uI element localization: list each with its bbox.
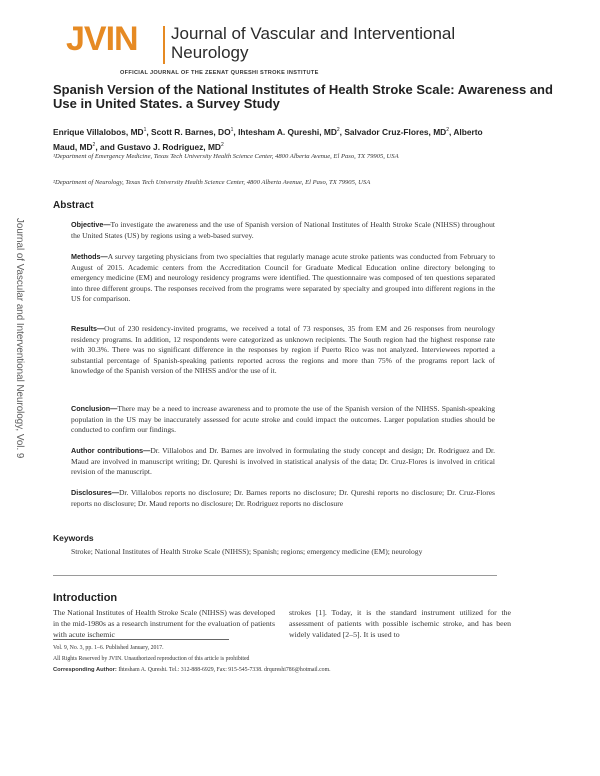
keywords-heading: Keywords bbox=[53, 533, 94, 543]
author-name: Scott R. Barnes, DO bbox=[151, 126, 231, 137]
author-list: Enrique Villalobos, $MD^1$, Scott R. Barnes, $DO^1$, Ihtesham A. Qureshi, $MD^2$, Salvador Cruz-Flores, $MD^2$, Alberto Maud, $MD^2$, and Gustavo J. Rodriguez, $MD^2$ bbox=[53, 126, 483, 152]
abstract-disclosures: Disclosures—Dr. Villalobos reports no disclosure; Dr. Barnes reports no disclosure; Dr. Qureshi reports no disclosure; Dr. Cruz-Flores reports no disclosure; Dr. Maud reports no disclosure; Dr. Rodriguez reports no disclosure bbox=[71, 488, 495, 508]
abstract-conclusion: Conclusion—There may be a need to increase awareness and to promote the use of the Spanish version of the NIHSS. Spanish-speaking population in the US may be inaccurately assessed for acute stroke and could impact the outcomes. Larger population studies should be conducted to confirm our findings. bbox=[71, 404, 495, 434]
jvin-logo-mark: JVIN bbox=[66, 20, 138, 58]
author-name: Gustavo J. Rodriguez, MD bbox=[117, 141, 221, 152]
citation-line: Vol. 9, No. 3, pp. 1–6. Published January, 2017. bbox=[53, 645, 164, 651]
introduction-heading: Introduction bbox=[53, 592, 118, 604]
author-name: Alberto Maud, MD bbox=[53, 126, 483, 152]
abstract-methods: Methods—A survey targeting physicians from two specialties that regularly manage acute stroke patients was conducted from February to August of 2015. Academic centers from the Accreditation Council for Graduate Medical Education online directory belonging to emergency medicine (EM) and neurology residency programs were identified. The questionnaire was composed of ten questions separated into three different groups. The responses received from the programs were separated by specialty and grouped into different regions in the US for comparison. bbox=[71, 252, 495, 303]
logo-divider bbox=[163, 26, 165, 64]
rights-line: All Rights Reserved by JVIN. Unauthorized reproduction of this article is prohibited bbox=[53, 656, 250, 662]
intro-column-right: strokes [1]. Today, it is the standard instrument utilized for the assessment of patients with possible ischemic stroke, and has been widely validated [2–5]. It is used to bbox=[289, 608, 511, 639]
affiliation: ²Department of Neurology, Texas Tech University Health Science Center, 4800 Alberta Avenue, El Paso, TX 79905, USA bbox=[53, 179, 371, 186]
journal-name: Journal of Vascular and Interventional Neurology bbox=[171, 24, 456, 62]
article-title: Spanish Version of the National Institutes of Health Stroke Scale: Awareness and Use in United States. a Survey Study bbox=[53, 82, 553, 111]
author-name: Enrique Villalobos, MD bbox=[53, 126, 144, 137]
spine-journal-label: Journal of Vascular and Interventional Neurology, Vol. 9 bbox=[14, 218, 25, 459]
footnote-divider bbox=[53, 639, 229, 640]
affiliation: ¹Department of Emergency Medicine, Texas Tech University Health Science Center, 4800 Alberta Avenue, El Paso, TX 79905, USA bbox=[53, 153, 399, 160]
abstract-author-contributions: Author contributions—Dr. Villalobos and Dr. Barnes are involved in formulating the study concept and design; Dr. Rodriguez and Dr. Maud are involved in manuscript writing; Dr. Qureshi is involved in statistical analysis of the data; Dr. Cruz-Flores is involved in critical revision of the manuscript. bbox=[71, 446, 496, 476]
abstract-results: Results—Out of 230 residency-invited programs, we received a total of 73 responses, 35 from EM and 26 responses from neurology residency programs. In addition, 12 respondents were categorized as unknown recipients. The South region had the highest response rate with 30.3%. There was no significant difference in the responses by region if Puerto Rico was not analyzed. Interviewees reported a substantial percentage of Spanish-speaking patients reported across the regions and more than 75% of the programs report lack of knowledge of the Spanish version of the NIHSS and/or the use of it. bbox=[71, 324, 495, 375]
official-journal-line: OFFICIAL JOURNAL OF THE ZEENAT QURESHI STROKE INSTITUTE bbox=[120, 70, 319, 76]
author-name: Ihtesham A. Qureshi, MD bbox=[238, 126, 337, 137]
keywords-text: Stroke; National Institutes of Health Stroke Scale (NIHSS); Spanish; regions; emergency medicine (EM); neurology bbox=[71, 547, 423, 556]
author-name: Salvador Cruz-Flores, MD bbox=[344, 126, 447, 137]
intro-column-left: The National Institutes of Health Stroke Scale (NIHSS) was developed in the mid-1980s as a research instrument for the evaluation of patients with acute ischemic bbox=[53, 608, 275, 639]
section-divider bbox=[53, 575, 497, 576]
corresponding-author: Corresponding Author: Ihtesham A. Qureshi. Tel.: 312-888-6929, Fax: 915-545-7338. drqureshi786@hotmail.com. bbox=[53, 667, 331, 673]
abstract-heading: Abstract bbox=[53, 200, 94, 211]
abstract-objective: Objective—To investigate the awareness and the use of Spanish version of National Institutes of Health Stroke Scale (NIHSS) throughout the United States (US) by regions using a web-based survey. bbox=[71, 220, 495, 240]
